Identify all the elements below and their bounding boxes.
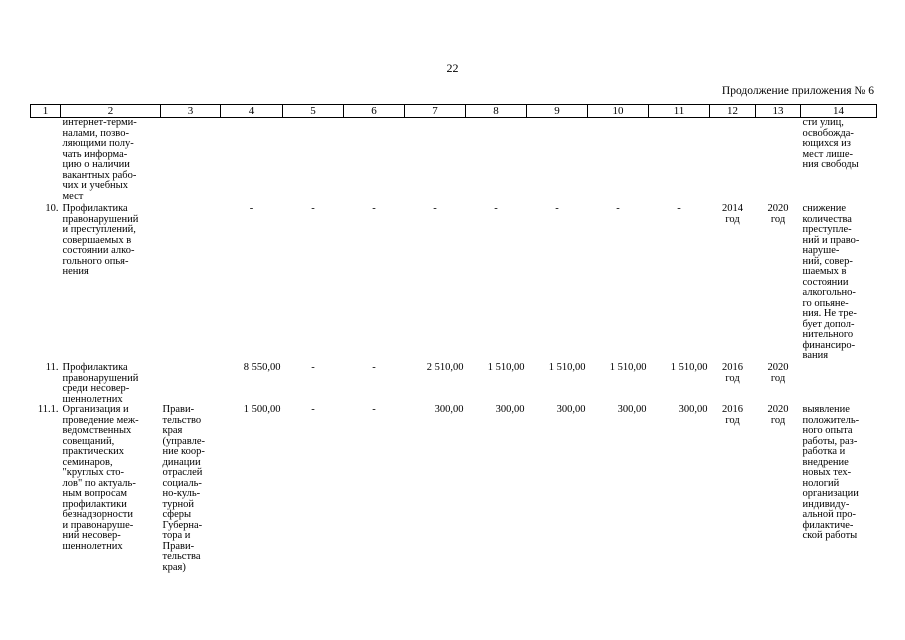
column-header: 13 bbox=[756, 105, 801, 118]
table-row bbox=[31, 118, 877, 205]
total-amount: 1 500,00 bbox=[243, 404, 281, 415]
amount-col7: - bbox=[433, 203, 437, 214]
end-year: 2020 год bbox=[767, 203, 789, 225]
amount-col6: - bbox=[372, 404, 376, 415]
header-row bbox=[31, 105, 877, 118]
executor bbox=[161, 204, 221, 363]
amount-col5: - bbox=[311, 362, 315, 373]
row-number bbox=[31, 118, 61, 205]
total-amount bbox=[221, 118, 283, 205]
executor bbox=[161, 363, 221, 405]
start-year: 2014 год bbox=[722, 203, 743, 225]
amount-col7: 300,00 bbox=[434, 404, 464, 415]
column-header: 11 bbox=[649, 105, 710, 118]
column-header: 10 bbox=[588, 105, 649, 118]
amount-col8: - bbox=[494, 203, 498, 214]
column-header: 2 bbox=[61, 105, 161, 118]
column-header: 5 bbox=[283, 105, 344, 118]
amount-col5: - bbox=[311, 404, 315, 415]
amount-col10 bbox=[588, 118, 649, 205]
amount-col9: - bbox=[555, 203, 559, 214]
column-header: 6 bbox=[344, 105, 405, 118]
end-year bbox=[756, 118, 801, 205]
amount-col8: 1 510,00 bbox=[487, 362, 525, 373]
table-row bbox=[31, 363, 877, 405]
amount-col8 bbox=[466, 118, 527, 205]
row-number: 11.1. bbox=[37, 404, 59, 415]
column-header: 14 bbox=[801, 105, 877, 118]
start-year: 2016 год bbox=[722, 362, 743, 384]
expected-result: снижение количества преступле- ний и право- наруше- ний, совер- шаемых в состоянии алкогольно- го опьяне- ния. Не тре- бует допол- нительного финансиро- вания bbox=[802, 203, 860, 361]
executor: Прави- тельство края (управле- ние коор- динации отраслей социаль- но-куль- турной сферы Губерна- тора и Прави- тельства края) bbox=[162, 404, 205, 573]
table-row bbox=[31, 204, 877, 363]
amount-col5: - bbox=[311, 203, 315, 214]
column-header: 7 bbox=[405, 105, 466, 118]
column-header: 1 bbox=[31, 105, 61, 118]
column-header: 12 bbox=[710, 105, 756, 118]
amount-col10: - bbox=[616, 203, 620, 214]
amount-col9 bbox=[527, 118, 588, 205]
amount-col11: 1 510,00 bbox=[670, 362, 708, 373]
amount-col11 bbox=[649, 118, 710, 205]
program-activities-table bbox=[30, 104, 877, 573]
column-header: 4 bbox=[221, 105, 283, 118]
amount-col8: 300,00 bbox=[495, 404, 525, 415]
column-header: 8 bbox=[466, 105, 527, 118]
amount-col7 bbox=[405, 118, 466, 205]
table-row bbox=[31, 405, 877, 573]
start-year bbox=[710, 118, 756, 205]
column-header: 3 bbox=[161, 105, 221, 118]
activity-name: интернет-терми- налами, позво- ляющими полу- чать информа- цию о наличии вакантных рабо- чих и учебных мест bbox=[62, 117, 137, 202]
page-number: 22 bbox=[446, 61, 459, 75]
amount-col6: - bbox=[372, 203, 376, 214]
amount-col11: - bbox=[677, 203, 681, 214]
end-year: 2020 год bbox=[767, 404, 789, 426]
expected-result: сти улиц, освобожда- ющихся из мест лише- ния свободы bbox=[802, 117, 859, 170]
total-amount: - bbox=[249, 203, 254, 214]
total-amount: 8 550,00 bbox=[243, 362, 281, 373]
amount-col6: - bbox=[372, 362, 376, 373]
expected-result bbox=[801, 363, 877, 405]
amount-col7: 2 510,00 bbox=[426, 362, 464, 373]
row-number: 11. bbox=[45, 362, 59, 373]
activity-name: Организация и проведение меж- ведомственных совещаний, практических семинаров, "круглых сто- лов" по актуаль- ным вопросам профилактики безнадзорности и правонаруше- ний несовер- шеннолетних bbox=[62, 404, 139, 552]
amount-col5 bbox=[283, 118, 344, 205]
amount-col10: 1 510,00 bbox=[609, 362, 647, 373]
activity-name: Профилактика правонарушений и преступлений, совершаемых в состоянии алко- гольного опья- нения bbox=[62, 203, 139, 277]
appendix-continuation-label: Продолжение приложения № 6 bbox=[721, 85, 874, 97]
row-number: 10. bbox=[45, 203, 59, 214]
amount-col9: 300,00 bbox=[556, 404, 586, 415]
activity-name: Профилактика правонарушений среди несовер- шеннолетних bbox=[62, 362, 139, 405]
column-header: 9 bbox=[527, 105, 588, 118]
start-year: 2016 год bbox=[722, 404, 743, 426]
amount-col11: 300,00 bbox=[678, 404, 708, 415]
amount-col10: 300,00 bbox=[617, 404, 647, 415]
end-year: 2020 год bbox=[767, 362, 789, 384]
expected-result: выявление положитель- ного опыта работы, раз- работка и внедрение новых тех- нологий организации индивиду- альной про- филактиче- ской работы bbox=[802, 404, 860, 541]
executor bbox=[161, 118, 221, 205]
amount-col9: 1 510,00 bbox=[548, 362, 586, 373]
amount-col6 bbox=[344, 118, 405, 205]
